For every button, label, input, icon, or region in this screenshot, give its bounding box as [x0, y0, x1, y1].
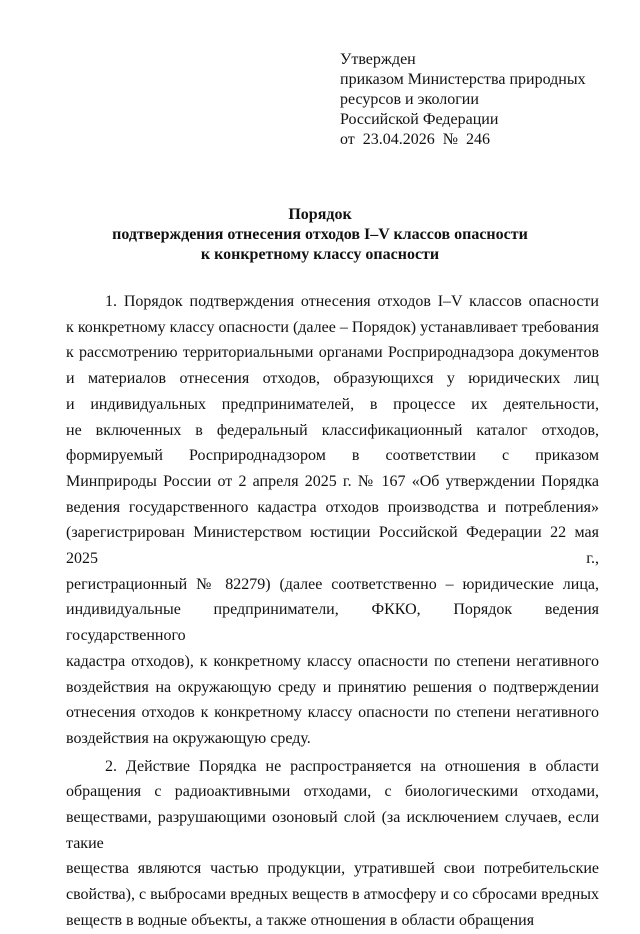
approval-date-line — [340, 130, 586, 150]
order-date: 23.04.2026 — [362, 131, 435, 148]
paragraph-line: Минприроды России от 2 апреля 2025 г. № 167 «Об утверждении Порядка — [66, 472, 599, 490]
document-title — [0, 205, 640, 265]
title-line: к конкретному классу опасности — [200, 246, 440, 263]
approval-line: ресурсов и экологии — [340, 91, 479, 108]
paragraph-line: 1. Порядок подтверждения отнесения отходов I–V классов опасности — [105, 293, 599, 310]
paragraph-line: индивидуальные предприниматели, ФККО, Порядок ведения государственного — [66, 601, 599, 645]
paragraph-line: обращения с радиоактивными отходами, с биологическими отходами, — [66, 783, 599, 801]
document-body — [66, 289, 599, 934]
paragraph-line: кадастра отходов), к конкретному классу опасности по степени негативного — [66, 652, 599, 670]
paragraph-line: и материалов отнесения отходов, образующихся у юридических лиц — [66, 370, 599, 388]
paragraph-line: к рассмотрению территориальными органами Росприроднадзора документов — [66, 344, 599, 362]
approval-stamp — [340, 50, 586, 150]
paragraph-line: отнесения отходов к конкретному классу опасности по степени негативного — [66, 704, 599, 722]
paragraph-line: регистрационный № 82279) (далее соответственно – юридические лица, — [66, 575, 599, 593]
date-prefix: от — [340, 131, 355, 148]
paragraph-line: не включенных в федеральный классификационный каталог отходов, — [66, 421, 599, 439]
paragraph-line: веществ в водные объекты, а также отношения в области обращения — [66, 911, 535, 929]
paragraph — [66, 754, 599, 934]
paragraph — [66, 289, 599, 752]
paragraph-line: веществами, разрушающими озоновый слой (за исключением случаев, если такие — [66, 809, 599, 852]
paragraph-line: к конкретному классу опасности (далее – Порядок) устанавливает требования — [66, 318, 599, 336]
title-line: Порядок — [288, 206, 352, 223]
title-line: подтверждения отнесения отходов I–V классов опасности — [112, 226, 528, 243]
paragraph-line: и индивидуальных предпринимателей, в процессе их деятельности, — [66, 395, 599, 413]
paragraph-line: воздействия на окружающую среду. — [66, 729, 311, 747]
order-number: 246 — [466, 131, 491, 148]
approval-line: приказом Министерства природных — [340, 71, 586, 88]
paragraph-line: (зарегистрирован Министерством юстиции Российской Федерации 22 мая 2025 г., — [66, 524, 599, 568]
paragraph-line: 2. Действие Порядка не распространяется на отношения в области — [105, 757, 599, 775]
approval-line: Утвержден — [340, 51, 416, 68]
paragraph-line: вещества являются частью продукции, утратившей свои потребительские — [66, 860, 599, 878]
paragraph-line: ведения государственного кадастра отходов производства и потребления» — [66, 498, 599, 516]
approval-line: Российской Федерации — [340, 111, 499, 128]
paragraph-line: воздействия на окружающую среду и принятию решения о подтверждении — [66, 678, 599, 696]
number-sign: № — [442, 131, 459, 148]
paragraph-line: формируемый Росприроднадзором в соответствии с приказом — [66, 447, 599, 465]
paragraph-line: свойства), с выбросами вредных веществ в атмосферу и со сбросами вредных — [66, 886, 599, 904]
